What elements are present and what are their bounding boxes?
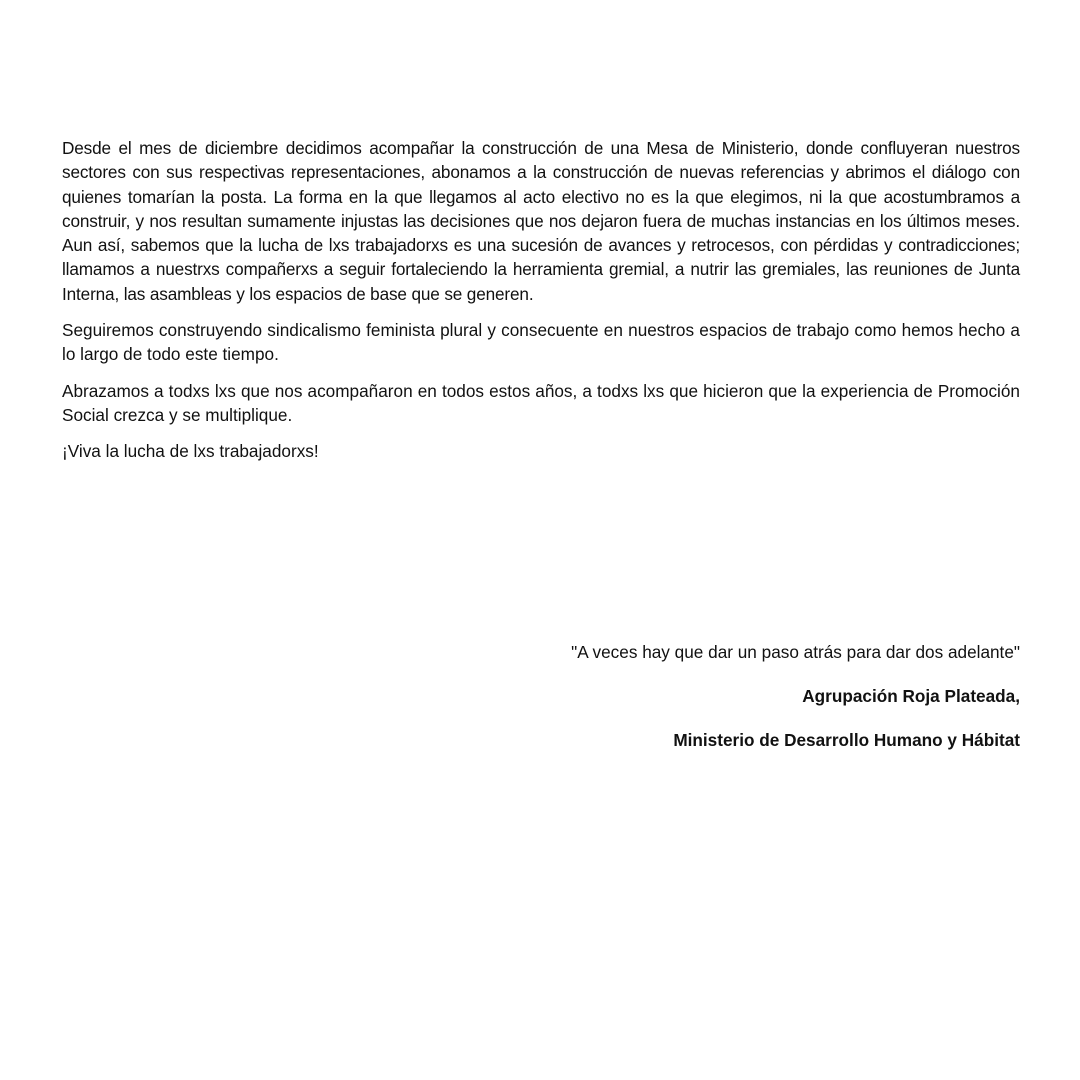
paragraph-mesa-de-ministerio: Desde el mes de diciembre decidimos acompañar la construcción de una Mesa de Ministerio, donde confluyeran nuestros sectores con sus respectivas representaciones, abonamos a la construcción de nuevas referencias y abrimos el diálogo con quienes tomarían la posta. La forma en la que llegamos al acto electivo no es la que elegimos, ni la que acostumbramos a construir, y nos resultan sumamente injustas las decisiones que nos dejaron fuera de muchas instancias en los últimos meses. Aun así, sabemos que la lucha de lxs trabajadorxs es una sucesión de avances y retrocesos, con pérdidas y contradicciones; llamamos a nuestrxs compañerxs a seguir fortaleciendo la herramienta gremial, a nutrir las gremiales, las reuniones de Junta Interna, las asambleas y los espacios de base que se generen. xyxy=(62,138,1020,304)
closing-quote: "A veces hay que dar un paso atrás para dar dos adelante" xyxy=(571,642,1020,662)
closing-block xyxy=(320,640,1020,772)
paragraph-abrazamos: Abrazamos a todxs lxs que nos acompañaron en todos estos años, a todxs lxs que hicieron que la experiencia de Promoción Social crezca y se multiplique. xyxy=(62,380,1020,425)
signature-group: Agrupación Roja Plateada, xyxy=(802,686,1020,706)
document-body xyxy=(62,136,1020,476)
signature-ministry: Ministerio de Desarrollo Humano y Hábitat xyxy=(673,730,1020,750)
paragraph-viva-la-lucha: ¡Viva la lucha de lxs trabajadorxs! xyxy=(62,441,319,462)
paragraph-sindicalismo-feminista: Seguiremos construyendo sindicalismo feminista plural y consecuente en nuestros espacios de trabajo como hemos hecho a lo largo de todo este tiempo. xyxy=(62,320,1020,365)
